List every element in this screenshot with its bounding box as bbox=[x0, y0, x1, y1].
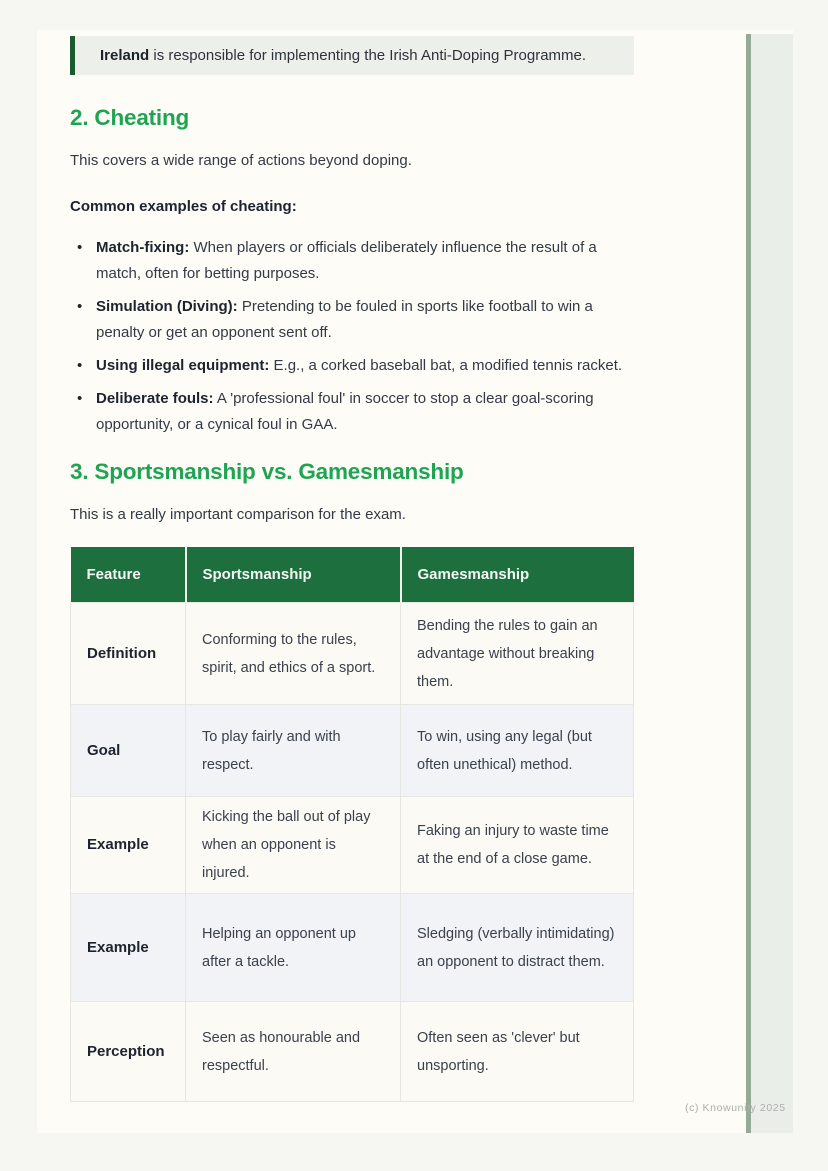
table-header-row bbox=[71, 547, 634, 603]
table-row bbox=[71, 797, 634, 894]
gamesmanship-cell: Bending the rules to gain an advantage without breaking them. bbox=[401, 603, 634, 705]
list-item-deliberate-fouls bbox=[70, 386, 634, 438]
comparison-table bbox=[70, 547, 634, 1102]
gamesmanship-cell: Faking an injury to waste time at the end of a close game. bbox=[401, 797, 634, 894]
column-header-gamesmanship: Gamesmanship bbox=[401, 547, 634, 603]
table-row bbox=[71, 705, 634, 797]
page-content bbox=[70, 30, 634, 1102]
list-item-text: When players or officials deliberately influence the result of a match, often for betting purposes. bbox=[96, 239, 597, 282]
quote-bold-text: Ireland bbox=[100, 47, 150, 64]
column-header-sportsmanship: Sportsmanship bbox=[186, 547, 401, 603]
list-item-label: Deliberate fouls: bbox=[96, 390, 214, 407]
page-edge-decoration bbox=[746, 34, 793, 1133]
feature-cell: Perception bbox=[71, 1002, 186, 1102]
quote-text: is responsible for implementing the Irish Anti-Doping Programme. bbox=[149, 47, 587, 64]
list-item-text: E.g., a corked baseball bat, a modified tennis racket. bbox=[269, 357, 623, 374]
gamesmanship-cell: Often seen as 'clever' but unsporting. bbox=[401, 1002, 634, 1102]
list-item-illegal-equipment bbox=[70, 353, 634, 379]
sportsmanship-cell: Seen as honourable and respectful. bbox=[186, 1002, 401, 1102]
feature-cell: Definition bbox=[71, 603, 186, 705]
sportsmanship-cell: Conforming to the rules, spirit, and ethics of a sport. bbox=[186, 603, 401, 705]
copyright-watermark: (c) Knowunity 2025 bbox=[685, 1102, 786, 1114]
sportsmanship-cell: To play fairly and with respect. bbox=[186, 705, 401, 797]
table-row bbox=[71, 603, 634, 705]
list-title: Common examples of cheating: bbox=[70, 198, 297, 215]
table-row bbox=[71, 894, 634, 1002]
section-heading-cheating: 2. Cheating bbox=[70, 105, 190, 130]
list-item-label: Using illegal equipment: bbox=[96, 357, 270, 374]
list-item-text: A 'professional foul' in soccer to stop a clear goal-scoring opportunity, or a cynical foul in GAA. bbox=[96, 390, 594, 433]
cheating-examples-list bbox=[70, 235, 634, 438]
list-item-match-fixing bbox=[70, 235, 634, 287]
gamesmanship-cell: To win, using any legal (but often unethical) method. bbox=[401, 705, 634, 797]
column-header-feature: Feature bbox=[71, 547, 186, 603]
feature-cell: Example bbox=[71, 797, 186, 894]
gamesmanship-cell: Sledging (verbally intimidating) an opponent to distract them. bbox=[401, 894, 634, 1002]
document-page bbox=[37, 30, 793, 1133]
sportsmanship-cell: Helping an opponent up after a tackle. bbox=[186, 894, 401, 1002]
section-intro-cheating: This covers a wide range of actions beyond doping. bbox=[70, 152, 412, 169]
feature-cell: Example bbox=[71, 894, 186, 1002]
section-intro-comparison: This is a really important comparison for the exam. bbox=[70, 506, 406, 523]
feature-cell: Goal bbox=[71, 705, 186, 797]
list-item-simulation bbox=[70, 294, 634, 346]
list-item-text: Pretending to be fouled in sports like football to win a penalty or get an opponent sent off. bbox=[96, 298, 593, 341]
section-heading-sportsmanship-vs-gamesmanship: 3. Sportsmanship vs. Gamesmanship bbox=[70, 459, 464, 484]
table-row bbox=[71, 1002, 634, 1102]
callout-quote bbox=[70, 36, 634, 75]
sportsmanship-cell: Kicking the ball out of play when an opponent is injured. bbox=[186, 797, 401, 894]
list-item-label: Simulation (Diving): bbox=[96, 298, 238, 315]
list-item-label: Match-fixing: bbox=[96, 239, 190, 256]
